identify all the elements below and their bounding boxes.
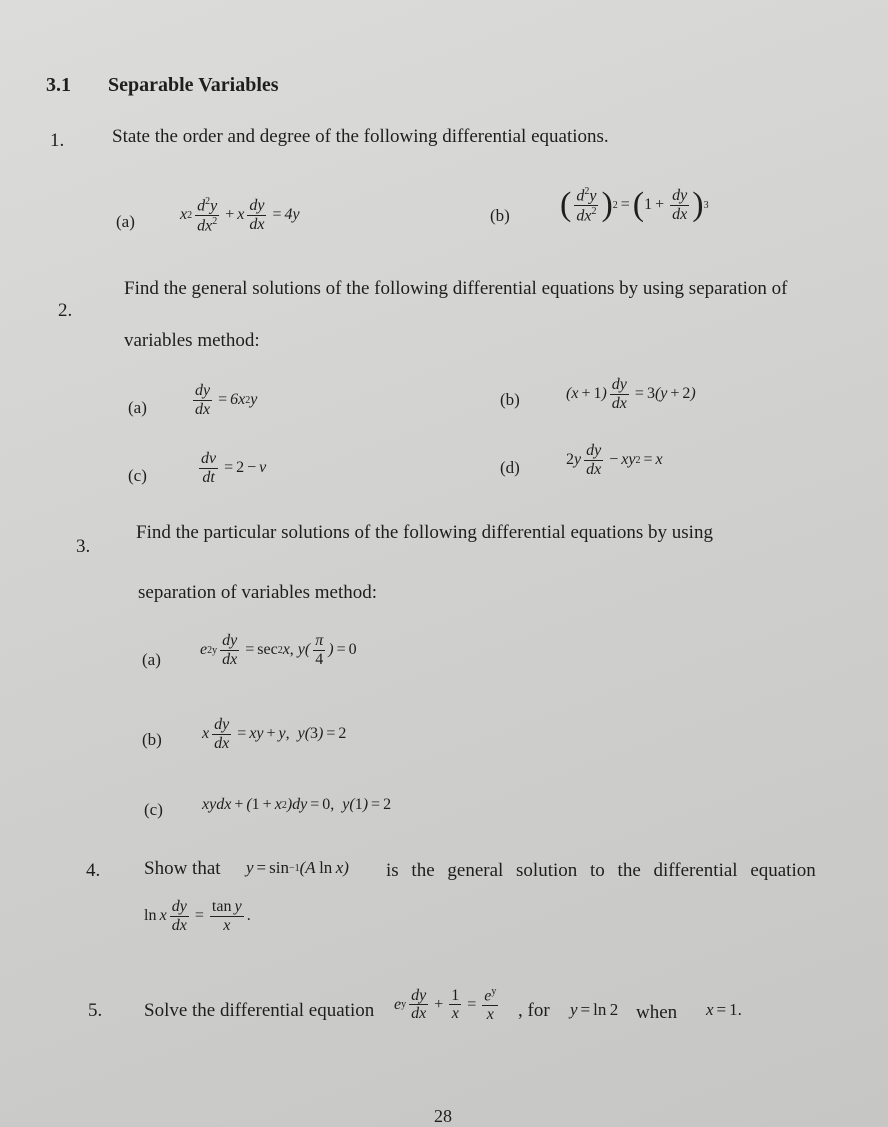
- q3a-equation: e 2y $\frac{dy}{dx}$ = sec 2 x , y( $\frac{\pi}{4}$ ) = 0: [200, 632, 357, 668]
- q5-condition-y: y = ln 2: [570, 1000, 619, 1019]
- q5-text-mid: , for: [518, 1000, 550, 1021]
- q2a-label: (a): [128, 398, 147, 417]
- q4-equation: ln x $\frac{dy}{dx}$ = $\frac{\text{tan y}}{x}$ .: [144, 898, 251, 934]
- q4-solution: y = sin −1 (A ln x): [246, 858, 349, 877]
- q5-text-pre: Solve the differential equation: [144, 1000, 375, 1021]
- q2a-equation: $\frac{dy}{dx}$ = 6x 2 y: [195, 382, 258, 418]
- q3b-equation: x $\frac{dy}{dx}$ = xy + y , y( 3 ) = 2: [202, 716, 347, 752]
- q3c-equation: xydx + ( 1 + x 2 )dy = 0, y( 1 ) = 2: [202, 796, 392, 813]
- q2c-label: (c): [128, 466, 147, 485]
- q4-text-post: is the general solution to the differential equation: [386, 860, 816, 881]
- q1b-label: (b): [490, 206, 510, 225]
- q1a-equation: x 2 $\frac{d^2y}{dx^2}$ + x $\frac{dy}{dx}$ = 4y: [180, 196, 300, 235]
- q2b-equation: (x + 1 ) $\frac{dy}{dx}$ = 3 (y + 2 ): [566, 376, 696, 412]
- q2b-label: (b): [500, 390, 520, 409]
- q3-number: 3.: [76, 536, 91, 557]
- q3b-label: (b): [142, 730, 162, 749]
- q3-text-line1: Find the particular solutions of the following differential equations by using: [136, 522, 713, 543]
- q5-condition-x: x = 1.: [706, 1000, 742, 1019]
- q2d-label: (d): [500, 458, 520, 477]
- q4-text-pre: Show that: [144, 858, 221, 879]
- q3-text-line2: separation of variables method:: [138, 582, 378, 603]
- q1-text: State the order and degree of the following differential equations.: [112, 126, 609, 147]
- q2d-equation: 2 y $\frac{dy}{dx}$ − xy 2 = x: [566, 442, 663, 478]
- q4-number: 4.: [86, 860, 101, 881]
- q5-number: 5.: [88, 1000, 103, 1021]
- q5-equation: e y $\frac{dy}{dx}$ + $\frac{1}{x}$ = $\frac{e^y}{x}$: [394, 986, 497, 1023]
- page-number: 28: [434, 1106, 452, 1126]
- q1a-label: (a): [116, 212, 135, 231]
- q1b-equation: ( $\frac{d^2y}{dx^2}$ ) 2 = ( 1 + $\frac{dy}{dx}$ ) 3: [560, 186, 709, 225]
- section-title: Separable Variables: [108, 74, 279, 96]
- section-number: 3.1: [46, 74, 71, 96]
- q2-text-line2: variables method:: [124, 330, 260, 351]
- q2-text-line1: Find the general solutions of the following differential equations by using separation of: [124, 278, 788, 299]
- q2-number: 2.: [58, 300, 73, 321]
- q2c-equation: $\frac{dv}{dt}$ = 2 − v: [201, 450, 267, 486]
- q3a-label: (a): [142, 650, 161, 669]
- q3c-label: (c): [144, 800, 163, 819]
- q5-text-when: when: [636, 1002, 678, 1023]
- q1-number: 1.: [50, 130, 65, 151]
